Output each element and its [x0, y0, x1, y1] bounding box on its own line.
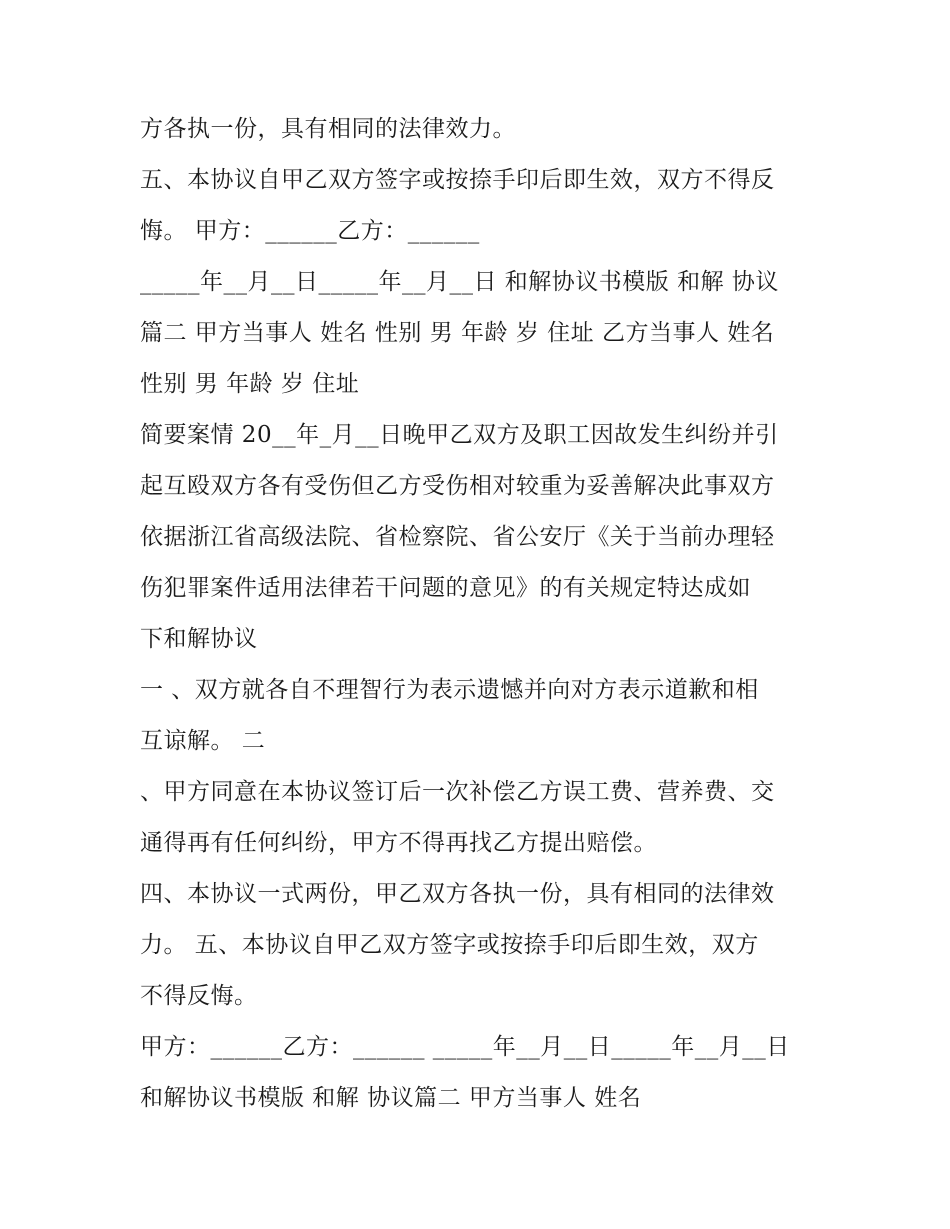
document-body — [140, 104, 820, 1124]
text-line: 和解协议书模版 和解 协议篇二 甲方当事人 姓名 — [140, 1085, 642, 1111]
text-line: 一 、双方就各自不理智行为表示遗憾并向对方表示道歉和相 — [140, 677, 759, 703]
text-line: 方各执一份，具有相同的法律效力。 — [140, 116, 516, 142]
text-line: _____年__月__日_____年__月__日 和解协议书模版 和解 协议 — [140, 269, 779, 295]
text-line: 通得再有任何纠纷，甲方不得再找乙方提出赔偿。 — [140, 830, 657, 856]
text-line: 起互殴双方各有受伤但乙方受伤相对较重为妥善解决此事双方 — [140, 473, 775, 499]
text-line: 力。 五、本协议自甲乙双方签字或按捺手印后即生效，双方 — [140, 932, 759, 958]
text-line: 、甲方同意在本协议签订后一次补偿乙方误工费、营养费、交 — [140, 779, 775, 805]
text-line: 五、本协议自甲乙双方签字或按捺手印后即生效，双方不得反 — [140, 167, 775, 193]
text-line: 不得反悔。 — [140, 983, 258, 1009]
text-line: 篇二 甲方当事人 姓名 性别 男 年龄 岁 住址 乙方当事人 姓名 — [140, 320, 775, 346]
text-line: 伤犯罪案件适用法律若干问题的意见》的有关规定特达成如 — [140, 575, 751, 601]
text-line: 下和解协议 — [140, 626, 258, 652]
text-line: 悔。 甲方：______乙方：______ — [140, 218, 480, 244]
text-line: 甲方：______乙方：______ _____年__月__日_____年__月__日 — [140, 1034, 790, 1060]
text-line: 简要案情 20__年_月__日晚甲乙双方及职工因故发生纠纷并引 — [140, 422, 779, 448]
text-line: 四、本协议一式两份，甲乙双方各执一份，具有相同的法律效 — [140, 881, 775, 907]
text-line: 依据浙江省高级法院、省检察院、省公安厅《关于当前办理轻 — [140, 524, 775, 550]
text-line: 互谅解。 二 — [140, 728, 266, 754]
text-line: 性别 男 年龄 岁 住址 — [140, 371, 360, 397]
